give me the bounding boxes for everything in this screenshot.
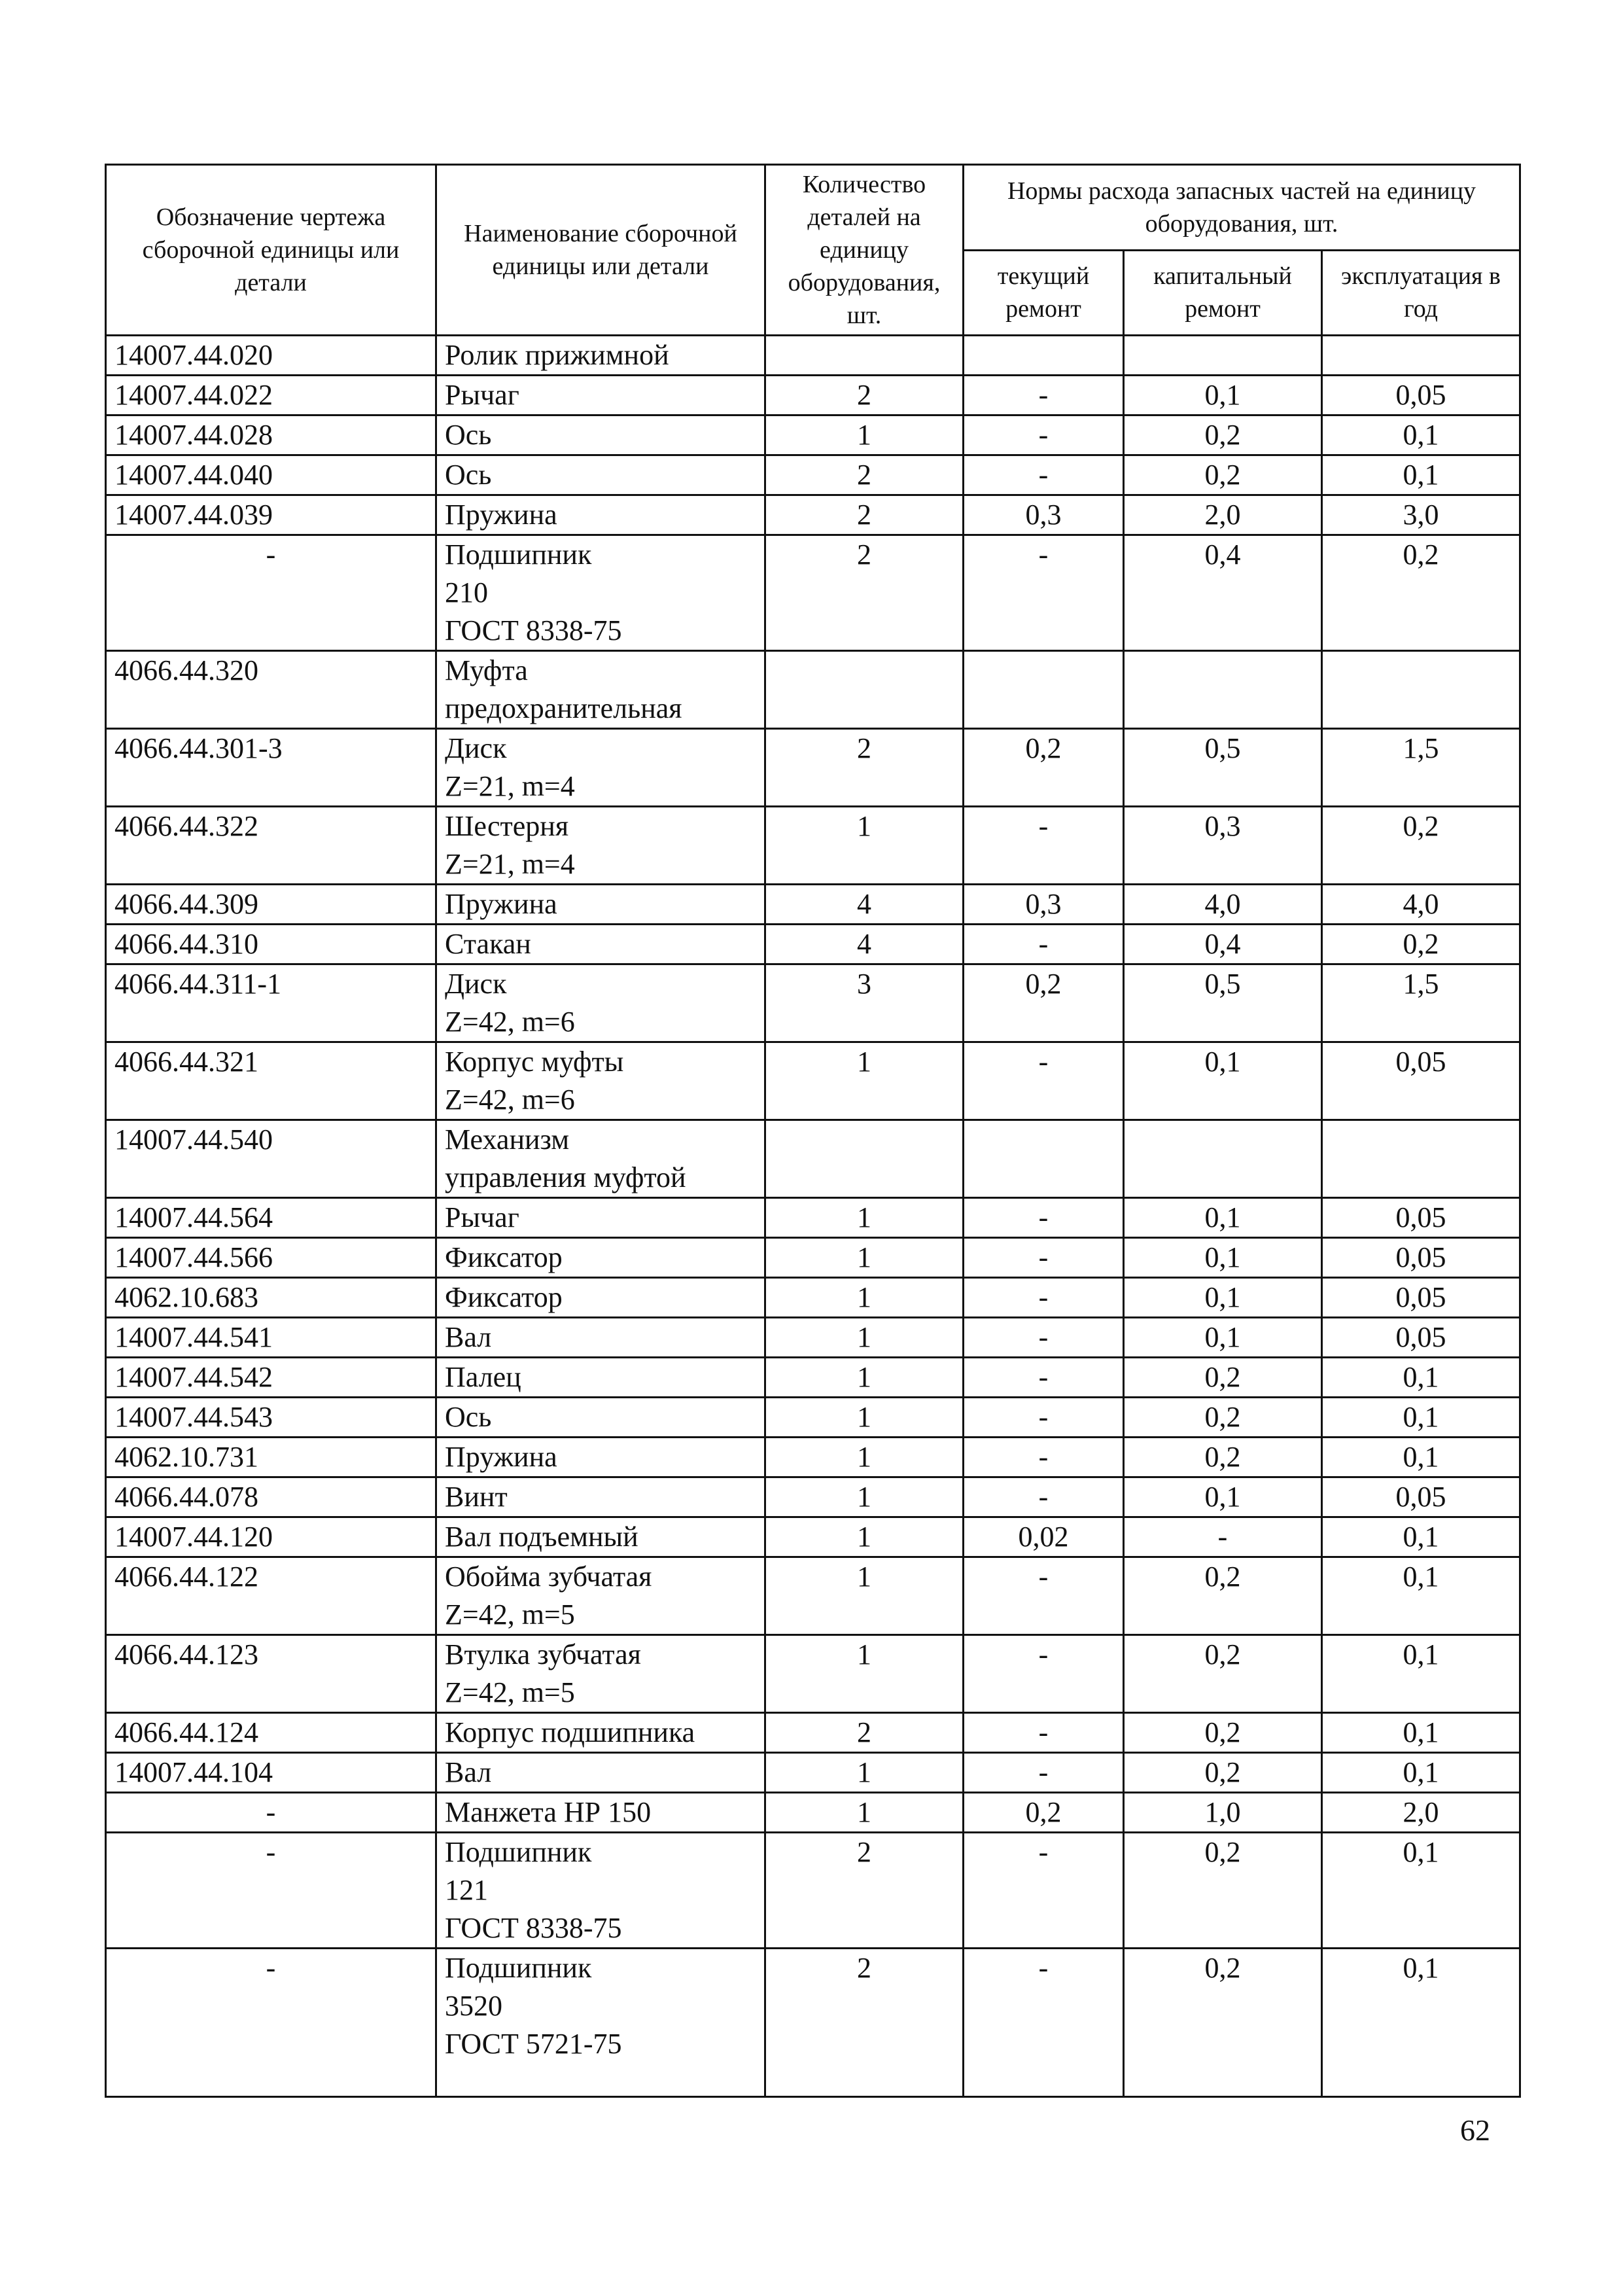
cell-code: 14007.44.542 [106, 1358, 436, 1398]
cell-operation: 0,1 [1322, 1713, 1520, 1753]
cell-code: - [106, 1793, 436, 1833]
cell-operation: 0,1 [1322, 1949, 1520, 2097]
header-row-1 [106, 165, 1520, 251]
table-row [106, 1753, 1520, 1793]
header-current-repair: текущий ремонт [964, 250, 1124, 336]
cell-current [964, 336, 1124, 376]
cell-name [436, 651, 765, 729]
cell-name [436, 1713, 765, 1753]
cell-name-line: Втулка зубчатая [445, 1638, 641, 1670]
cell-name-line: Диск [445, 968, 507, 1000]
cell-name [436, 885, 765, 925]
cell-code: 14007.44.104 [106, 1753, 436, 1793]
table-row [106, 415, 1520, 455]
table-row [106, 1120, 1520, 1198]
table-row [106, 1398, 1520, 1438]
cell-current: - [964, 1949, 1124, 2097]
table-row [106, 376, 1520, 415]
cell-capital: 0,2 [1124, 1753, 1322, 1793]
cell-name-line: Ось [445, 419, 492, 451]
cell-operation: 0,2 [1322, 925, 1520, 964]
cell-qty: 1 [765, 1517, 964, 1557]
cell-qty: 1 [765, 1438, 964, 1477]
table-row [106, 1318, 1520, 1358]
cell-name [436, 1477, 765, 1517]
cell-code: 14007.44.540 [106, 1120, 436, 1198]
header-capital-repair: капитальный ремонт [1124, 250, 1322, 336]
cell-name-line: Z=21, m=4 [445, 848, 575, 880]
cell-current: - [964, 1635, 1124, 1713]
cell-name-line: ГОСТ 5721-75 [445, 2028, 622, 2060]
table-row [106, 1477, 1520, 1517]
cell-code: 4066.44.301-3 [106, 729, 436, 807]
table-row [106, 1713, 1520, 1753]
cell-code: 4066.44.122 [106, 1557, 436, 1635]
cell-code: - [106, 535, 436, 651]
cell-current: - [964, 1398, 1124, 1438]
cell-capital: 4,0 [1124, 885, 1322, 925]
cell-qty [765, 1120, 964, 1198]
cell-current: - [964, 1358, 1124, 1398]
cell-code: 14007.44.541 [106, 1318, 436, 1358]
cell-name-line: Пружина [445, 888, 557, 920]
table-row [106, 1517, 1520, 1557]
cell-name-line: Шестерня [445, 810, 569, 842]
cell-qty: 1 [765, 1557, 964, 1635]
cell-capital: 0,2 [1124, 1438, 1322, 1477]
cell-name-line: Палец [445, 1361, 521, 1393]
cell-code: 4066.44.078 [106, 1477, 436, 1517]
cell-name-line: Фиксатор [445, 1241, 563, 1273]
cell-name-line: Обойма зубчатая [445, 1561, 652, 1593]
cell-operation: 0,2 [1322, 535, 1520, 651]
cell-operation: 0,05 [1322, 1278, 1520, 1318]
cell-current: - [964, 535, 1124, 651]
cell-operation: 0,05 [1322, 1238, 1520, 1278]
cell-code: 14007.44.120 [106, 1517, 436, 1557]
cell-name [436, 1398, 765, 1438]
cell-current: - [964, 1198, 1124, 1238]
cell-name-line: Рычаг [445, 1201, 519, 1233]
cell-code: 4066.44.309 [106, 885, 436, 925]
cell-operation: 0,1 [1322, 1438, 1520, 1477]
cell-name [436, 1358, 765, 1398]
cell-capital [1124, 651, 1322, 729]
cell-operation: 0,1 [1322, 1398, 1520, 1438]
cell-name [436, 1949, 765, 2097]
table-row [106, 1793, 1520, 1833]
cell-qty [765, 336, 964, 376]
cell-capital: 0,5 [1124, 729, 1322, 807]
cell-current: 0,02 [964, 1517, 1124, 1557]
cell-qty: 2 [765, 1833, 964, 1949]
cell-capital: 0,2 [1124, 415, 1322, 455]
table-row [106, 1198, 1520, 1238]
cell-code: 14007.44.028 [106, 415, 436, 455]
cell-capital: 0,4 [1124, 535, 1322, 651]
cell-current: - [964, 1477, 1124, 1517]
cell-qty: 1 [765, 1398, 964, 1438]
table-row [106, 1635, 1520, 1713]
cell-name-line: Пружина [445, 1441, 557, 1473]
cell-code: 14007.44.022 [106, 376, 436, 415]
cell-qty: 2 [765, 535, 964, 651]
cell-operation: 0,05 [1322, 1042, 1520, 1120]
cell-capital: 0,5 [1124, 964, 1322, 1042]
cell-capital: - [1124, 1517, 1322, 1557]
cell-current: - [964, 1713, 1124, 1753]
cell-name [436, 1438, 765, 1477]
cell-qty: 1 [765, 1793, 964, 1833]
table-row [106, 964, 1520, 1042]
cell-current: 0,3 [964, 885, 1124, 925]
table-row [106, 535, 1520, 651]
cell-operation: 4,0 [1322, 885, 1520, 925]
cell-current: 0,2 [964, 964, 1124, 1042]
cell-operation: 0,2 [1322, 807, 1520, 885]
cell-operation: 0,05 [1322, 376, 1520, 415]
cell-capital: 0,1 [1124, 376, 1322, 415]
table-row [106, 1949, 1520, 2097]
cell-name-line: Z=42, m=5 [445, 1598, 575, 1631]
cell-name-line: Ось [445, 1401, 492, 1433]
cell-code: 14007.44.040 [106, 455, 436, 495]
cell-capital: 0,2 [1124, 455, 1322, 495]
cell-qty: 1 [765, 1358, 964, 1398]
cell-name-line: Z=42, m=5 [445, 1676, 575, 1708]
cell-name [436, 729, 765, 807]
cell-name [436, 1635, 765, 1713]
table-row [106, 807, 1520, 885]
cell-qty: 2 [765, 376, 964, 415]
cell-name [436, 1238, 765, 1278]
cell-capital: 0,1 [1124, 1198, 1322, 1238]
cell-current: 0,3 [964, 495, 1124, 535]
cell-qty: 1 [765, 1753, 964, 1793]
cell-name-line: 121 [445, 1874, 488, 1906]
table-row [106, 1042, 1520, 1120]
cell-capital: 0,1 [1124, 1042, 1322, 1120]
cell-qty: 2 [765, 1713, 964, 1753]
cell-operation: 0,05 [1322, 1318, 1520, 1358]
cell-name [436, 1120, 765, 1198]
cell-code: 4066.44.322 [106, 807, 436, 885]
table-row [106, 925, 1520, 964]
cell-name [436, 495, 765, 535]
cell-operation: 3,0 [1322, 495, 1520, 535]
cell-name [436, 1042, 765, 1120]
cell-name-line: Ось [445, 459, 492, 491]
table-row [106, 1278, 1520, 1318]
cell-name [436, 1198, 765, 1238]
cell-capital [1124, 336, 1322, 376]
cell-current: - [964, 1042, 1124, 1120]
cell-current: - [964, 376, 1124, 415]
table-row [106, 1833, 1520, 1949]
cell-name [436, 336, 765, 376]
cell-name [436, 376, 765, 415]
cell-current [964, 1120, 1124, 1198]
table-row [106, 1358, 1520, 1398]
cell-name-line: 210 [445, 576, 488, 609]
cell-capital: 0,2 [1124, 1358, 1322, 1398]
cell-current: - [964, 1753, 1124, 1793]
cell-name [436, 925, 765, 964]
cell-capital: 0,2 [1124, 1713, 1322, 1753]
cell-name-line: Z=42, m=6 [445, 1084, 575, 1116]
cell-name-line: Z=21, m=4 [445, 770, 575, 802]
cell-current: - [964, 415, 1124, 455]
cell-name-line: Корпус подшипника [445, 1716, 695, 1748]
cell-name [436, 415, 765, 455]
cell-name-line: Ролик прижимной [445, 339, 669, 371]
cell-name [436, 964, 765, 1042]
cell-capital: 0,3 [1124, 807, 1322, 885]
cell-current: - [964, 1557, 1124, 1635]
cell-operation: 0,1 [1322, 1833, 1520, 1949]
cell-qty: 1 [765, 1278, 964, 1318]
cell-operation: 1,5 [1322, 729, 1520, 807]
cell-code: 14007.44.566 [106, 1238, 436, 1278]
cell-name-line: управления муфтой [445, 1161, 686, 1193]
cell-qty: 4 [765, 885, 964, 925]
cell-qty: 2 [765, 1949, 964, 2097]
table-body [106, 336, 1520, 2097]
cell-operation: 0,1 [1322, 1517, 1520, 1557]
cell-code: 4066.44.123 [106, 1635, 436, 1713]
cell-operation: 0,1 [1322, 1358, 1520, 1398]
cell-current: - [964, 925, 1124, 964]
cell-capital: 1,0 [1124, 1793, 1322, 1833]
cell-operation: 2,0 [1322, 1793, 1520, 1833]
table-row [106, 1238, 1520, 1278]
cell-name-line: Манжета НР 150 [445, 1796, 652, 1828]
cell-code: 14007.44.020 [106, 336, 436, 376]
cell-operation: 0,1 [1322, 1557, 1520, 1635]
spare-parts-table [105, 164, 1521, 2098]
cell-name [436, 1517, 765, 1557]
cell-capital: 0,2 [1124, 1833, 1322, 1949]
cell-name [436, 1318, 765, 1358]
cell-current: - [964, 1318, 1124, 1358]
cell-name-line: Подшипник [445, 1952, 592, 1984]
cell-operation: 0,1 [1322, 1753, 1520, 1793]
header-norms: Нормы расхода запасных частей на единицу оборудования, шт. [964, 165, 1520, 251]
cell-qty: 1 [765, 1318, 964, 1358]
cell-name-line: предохранительная [445, 692, 682, 724]
table-row [106, 729, 1520, 807]
cell-name-line: Подшипник [445, 1836, 592, 1868]
cell-code: 4066.44.321 [106, 1042, 436, 1120]
cell-name [436, 1833, 765, 1949]
cell-qty: 3 [765, 964, 964, 1042]
cell-qty: 1 [765, 1635, 964, 1713]
cell-name-line: Подшипник [445, 539, 592, 571]
page-number: 62 [1460, 2113, 1490, 2147]
cell-name-line: Вал [445, 1321, 492, 1353]
cell-name-line: Пружина [445, 499, 557, 531]
cell-name-line: Стакан [445, 928, 531, 960]
cell-operation: 0,1 [1322, 455, 1520, 495]
cell-qty: 1 [765, 1198, 964, 1238]
cell-capital: 0,1 [1124, 1278, 1322, 1318]
cell-capital [1124, 1120, 1322, 1198]
cell-name [436, 1278, 765, 1318]
header-qty: Количество деталей на единицу оборудования, шт. [765, 165, 964, 336]
table-row [106, 1438, 1520, 1477]
table-row [106, 455, 1520, 495]
table-row [106, 651, 1520, 729]
cell-capital: 0,2 [1124, 1398, 1322, 1438]
table-row [106, 1557, 1520, 1635]
cell-name-line: Механизм [445, 1123, 570, 1156]
cell-operation: 0,1 [1322, 1635, 1520, 1713]
cell-qty [765, 651, 964, 729]
cell-current: - [964, 1278, 1124, 1318]
cell-operation: 0,05 [1322, 1198, 1520, 1238]
cell-code: 4066.44.320 [106, 651, 436, 729]
cell-name [436, 535, 765, 651]
table-row [106, 336, 1520, 376]
cell-qty: 1 [765, 415, 964, 455]
cell-code: 4062.10.683 [106, 1278, 436, 1318]
cell-name [436, 1753, 765, 1793]
cell-qty: 1 [765, 1477, 964, 1517]
cell-capital: 0,4 [1124, 925, 1322, 964]
cell-name [436, 1557, 765, 1635]
cell-current: - [964, 1833, 1124, 1949]
cell-code: 4066.44.311-1 [106, 964, 436, 1042]
cell-operation [1322, 336, 1520, 376]
cell-name-line: ГОСТ 8338-75 [445, 1912, 622, 1944]
cell-qty: 1 [765, 1042, 964, 1120]
cell-capital: 0,1 [1124, 1238, 1322, 1278]
cell-code: 4062.10.731 [106, 1438, 436, 1477]
cell-current: 0,2 [964, 729, 1124, 807]
cell-capital: 0,2 [1124, 1557, 1322, 1635]
cell-code: 4066.44.310 [106, 925, 436, 964]
cell-current: - [964, 1438, 1124, 1477]
cell-operation: 1,5 [1322, 964, 1520, 1042]
cell-capital: 0,2 [1124, 1635, 1322, 1713]
cell-name [436, 1793, 765, 1833]
cell-name-line: Диск [445, 732, 507, 764]
cell-name-line: 3520 [445, 1990, 502, 2022]
cell-current [964, 651, 1124, 729]
header-operation-year: эксплуатация в год [1322, 250, 1520, 336]
header-name: Наименование сборочной единицы или детали [436, 165, 765, 336]
cell-operation: 0,1 [1322, 415, 1520, 455]
cell-name-line: Рычаг [445, 379, 519, 411]
cell-name-line: Корпус муфты [445, 1046, 624, 1078]
cell-name-line: Вал [445, 1756, 492, 1788]
cell-code: 14007.44.039 [106, 495, 436, 535]
cell-current: - [964, 1238, 1124, 1278]
cell-current: - [964, 807, 1124, 885]
cell-current: 0,2 [964, 1793, 1124, 1833]
cell-qty: 2 [765, 729, 964, 807]
cell-name-line: Фиксатор [445, 1281, 563, 1313]
header-code: Обозначение чертежа сборочной единицы или детали [106, 165, 436, 336]
cell-name-line: Вал подъемный [445, 1521, 638, 1553]
table-row [106, 885, 1520, 925]
cell-code: 14007.44.543 [106, 1398, 436, 1438]
cell-operation [1322, 1120, 1520, 1198]
cell-name-line: Винт [445, 1481, 508, 1513]
cell-capital: 0,2 [1124, 1949, 1322, 2097]
cell-name-line: Z=42, m=6 [445, 1006, 575, 1038]
cell-code: 14007.44.564 [106, 1198, 436, 1238]
cell-qty: 2 [765, 455, 964, 495]
cell-name-line: ГОСТ 8338-75 [445, 614, 622, 646]
cell-qty: 2 [765, 495, 964, 535]
cell-qty: 1 [765, 807, 964, 885]
cell-capital: 2,0 [1124, 495, 1322, 535]
cell-capital: 0,1 [1124, 1318, 1322, 1358]
cell-operation [1322, 651, 1520, 729]
cell-qty: 1 [765, 1238, 964, 1278]
table-row [106, 495, 1520, 535]
cell-name [436, 807, 765, 885]
cell-capital: 0,1 [1124, 1477, 1322, 1517]
cell-code: 4066.44.124 [106, 1713, 436, 1753]
cell-operation: 0,05 [1322, 1477, 1520, 1517]
cell-name [436, 455, 765, 495]
cell-name-line: Муфта [445, 654, 528, 686]
cell-code: - [106, 1949, 436, 2097]
cell-current: - [964, 455, 1124, 495]
cell-code: - [106, 1833, 436, 1949]
cell-qty: 4 [765, 925, 964, 964]
